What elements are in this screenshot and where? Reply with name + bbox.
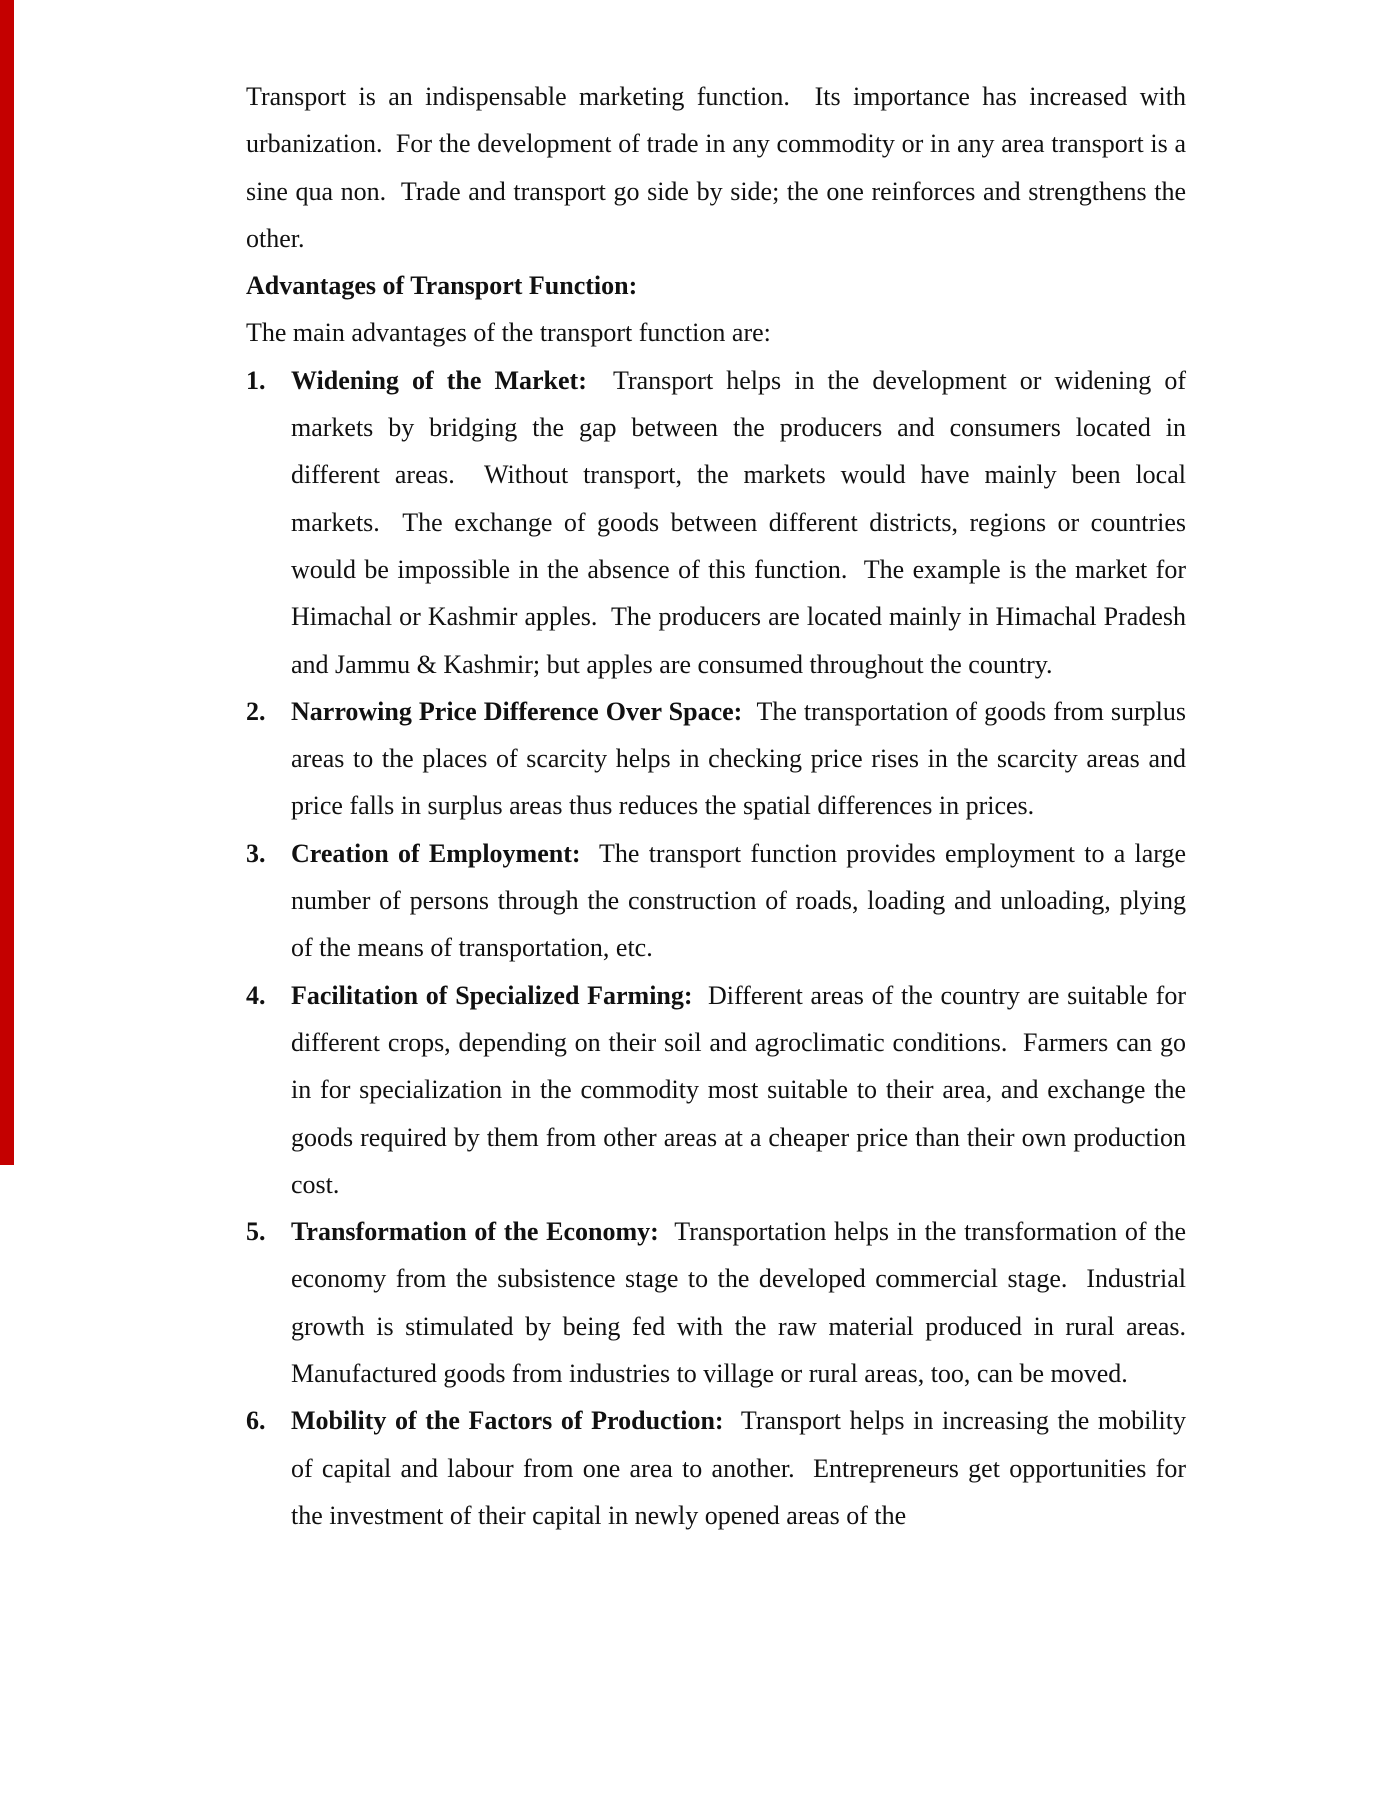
item-title: Creation of Employment:: [291, 838, 600, 868]
left-margin-stripe: [0, 0, 14, 1165]
item-title: Transformation of the Economy:: [291, 1217, 675, 1247]
advantage-item: [246, 830, 1193, 972]
item-number: 5.: [246, 1217, 266, 1247]
advantage-item: [246, 357, 1193, 688]
advantages-list: [246, 357, 1199, 1539]
item-body: The transportation of goods from surplus areas to the places of scarcity helps in checking price rises in the scarcity areas and price falls in surplus areas thus reduces the spatial differences in prices.: [291, 696, 1193, 821]
item-title: Facilitation of Specialized Farming:: [291, 980, 708, 1010]
advantage-item: [246, 972, 1193, 1208]
item-body: Transport helps in increasing the mobility of capital and labour from one area to another. Entrepreneurs get opportunities for the investment of their capital in newly opened areas of the: [291, 1406, 1193, 1530]
document-content: [246, 73, 1199, 1539]
intro-paragraph: Transport is an indispensable marketing function. Its importance has increased with urbanization. For the development of trade in any commodity or in any area transport is a sine qua non. Trade and transport go side by side; the one reinforces and strengthens the other.: [246, 82, 1193, 253]
section-heading: Advantages of Transport Function:: [246, 271, 638, 301]
item-title: Narrowing Price Difference Over Space:: [291, 696, 757, 726]
advantage-item: [246, 1397, 1193, 1539]
item-body: Different areas of the country are suitable for different crops, depending on their soil and agroclimatic conditions. Farmers can go in for specialization in the commodity most suitable to their area, and exchange the goods required by them from other areas at a cheaper price than their own production cost.: [291, 980, 1193, 1199]
list-intro: The main advantages of the transport function are:: [246, 318, 771, 348]
item-body: The transport function provides employment to a large number of persons through the construction of roads, loading and unloading, plying of the means of transportation, etc.: [291, 838, 1193, 963]
item-number: 4.: [246, 980, 266, 1010]
advantage-item: [246, 688, 1193, 830]
item-number: 6.: [246, 1406, 266, 1436]
item-body: Transportation helps in the transformation of the economy from the subsistence stage to the developed commercial stage. Industrial growth is stimulated by being fed with the raw material produced in rural areas. Manufactured goods from industries to village or rural areas, too, can be moved.: [291, 1217, 1199, 1389]
item-number: 3.: [246, 838, 266, 868]
item-number: 1.: [246, 365, 266, 395]
item-title: Widening of the Market:: [291, 365, 614, 395]
item-number: 2.: [246, 696, 266, 726]
item-body: Transport helps in the development or widening of markets by bridging the gap between the producers and consumers located in different areas. Without transport, the markets would have mainly been local markets. The exchange of goods between different districts, regions or countries would be impossible in the absence of this function. The example is the market for Himachal or Kashmir apples. The producers are located mainly in Himachal Pradesh and Jammu & Kashmir; but apples are consumed throughout the country.: [291, 365, 1193, 679]
advantage-item: [246, 1208, 1199, 1397]
item-title: Mobility of the Factors of Production:: [291, 1406, 741, 1436]
